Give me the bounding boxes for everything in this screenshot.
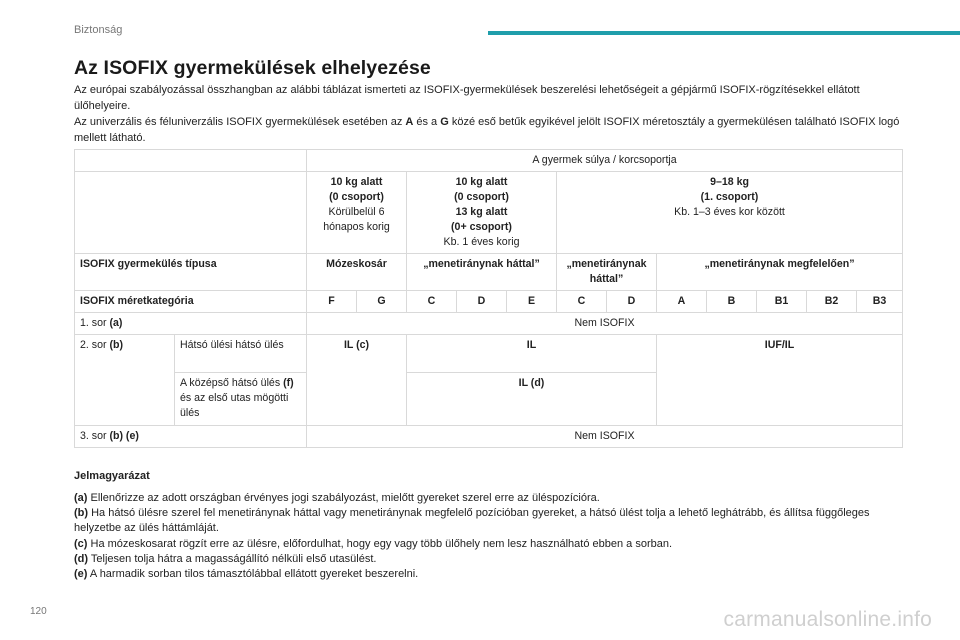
table-cell (75, 172, 307, 254)
size-class-cell: G (357, 291, 407, 313)
intro-text-part: Az univerzális és féluniverzális ISOFIX gyermekülések esetében az (74, 116, 406, 128)
row-code: (f) (283, 377, 294, 389)
row-3-label (75, 426, 307, 448)
row-2-forward-value: IUF/IL (657, 335, 903, 426)
group-text: (0 csoport) (454, 191, 509, 203)
legend-title: Jelmagyarázat (74, 470, 150, 482)
row-1-value: Nem ISOFIX (307, 313, 903, 335)
group-1-cell (557, 172, 903, 254)
group-text: 10 kg alatt (455, 176, 508, 188)
size-class-cell: B (707, 291, 757, 313)
row-2-label (75, 335, 175, 426)
group-text: Körülbelül 6 (328, 206, 385, 218)
legend-text: Ha hátsó ülésre szerel fel menetiránynak háttal vagy menetiránynak megfelelő pozícióban gyereket, a hátsó ülést tolja a lehető leghátrább, és állítsa függőleges helyzetbe az ülés háttámláját. (74, 507, 870, 535)
size-class-cell: E (507, 291, 557, 313)
size-row-label: ISOFIX méretkategória (75, 291, 307, 313)
type-carrycot: Mózeskosár (307, 254, 407, 291)
sub-text: és az első utas mögötti ülés (180, 392, 289, 419)
legend-item (74, 491, 904, 506)
page-number: 120 (30, 606, 47, 617)
row-3-value: Nem ISOFIX (307, 426, 903, 448)
table-row (75, 335, 903, 373)
section-label: Biztonság (74, 24, 123, 36)
table-row (75, 313, 903, 335)
row-code: (b) (109, 339, 123, 351)
intro-text-part: és a (413, 116, 441, 128)
type-rear-facing-2: „menetiránynak háttal” (557, 254, 657, 291)
legend-text: Ha mózeskosarat rögzít erre az ülésre, előfordulhat, hogy egy vagy több ülőhely nem lesz használható ebben a sorban. (87, 537, 673, 550)
legend-text: Ellenőrizze az adott országban érvényes jogi szabályozást, mielőtt gyereket szerel erre az üléspozícióra. (87, 492, 600, 504)
table-row (75, 291, 903, 313)
group-text: (0+ csoport) (451, 221, 512, 233)
group-0plus-cell (407, 172, 557, 254)
table-cell (75, 150, 307, 172)
row-2-sub-2 (175, 373, 307, 426)
legend-item (74, 567, 904, 582)
row-label-text: 2. sor (80, 339, 110, 351)
legend-item (74, 537, 904, 552)
group-text: 9–18 kg (710, 176, 749, 188)
group-text: (0 csoport) (329, 191, 384, 203)
size-class-cell: F (307, 291, 357, 313)
size-class-cell: B2 (807, 291, 857, 313)
size-class-cell: D (607, 291, 657, 313)
table-row (75, 426, 903, 448)
row-2-carrycot-value: IL (c) (307, 335, 407, 426)
row-label-text: 3. sor (80, 430, 110, 442)
group-text: (1. csoport) (700, 191, 759, 203)
row-code: (b) (e) (109, 430, 139, 442)
legend (74, 491, 904, 582)
row-2-sub-1: Hátsó ülési hátsó ülés (175, 335, 307, 373)
size-class-cell: A (657, 291, 707, 313)
intro-paragraph-2 (74, 114, 904, 146)
header-accent-bar (488, 31, 960, 35)
intro-paragraph-1: Az európai szabályozással összhangban az alábbi táblázat ismerteti az ISOFIX-gyermekülések beszerelési lehetőségeit a gépjármű ISOFIX-rögzítésekkel ellátott ülőhelyeire. (74, 84, 860, 112)
legend-key: (e) (74, 568, 88, 581)
sub-text: A középső hátsó ülés (180, 377, 284, 389)
group-0-cell (307, 172, 407, 254)
table-row (75, 150, 903, 172)
page-title: Az ISOFIX gyermekülések elhelyezése (74, 57, 431, 79)
size-class-cell: B3 (857, 291, 903, 313)
group-text: 13 kg alatt (455, 206, 508, 218)
type-rear-facing: „menetiránynak háttal” (407, 254, 557, 291)
table-row (75, 172, 903, 254)
size-class-cell: D (457, 291, 507, 313)
weight-header: A gyermek súlya / korcsoportja (307, 150, 903, 172)
row-label-text: 1. sor (80, 317, 110, 329)
size-class-cell: C (407, 291, 457, 313)
type-row-label: ISOFIX gyermekülés típusa (75, 254, 307, 291)
group-text: hónapos korig (323, 221, 390, 233)
watermark: carmanualsonline.info (723, 608, 932, 631)
row-2-rear-value-middle: IL (d) (407, 373, 657, 426)
legend-item (74, 552, 904, 567)
legend-text: Teljesen tolja hátra a magasságállító nélküli első utasülést. (88, 552, 377, 565)
size-class-a: A (405, 116, 414, 128)
row-code: (a) (109, 317, 123, 329)
isofix-table (74, 149, 903, 448)
legend-key: (b) (74, 507, 89, 520)
group-text: Kb. 1–3 éves kor között (674, 206, 785, 218)
type-forward-facing: „menetiránynak megfelelően” (657, 254, 903, 291)
group-text: Kb. 1 éves korig (443, 236, 520, 248)
size-class-cell: C (557, 291, 607, 313)
size-class-cell: B1 (757, 291, 807, 313)
legend-key: (a) (74, 492, 88, 504)
legend-key: (d) (74, 552, 89, 565)
legend-item (74, 506, 904, 536)
legend-key: (c) (74, 537, 88, 550)
size-class-g: G (440, 116, 449, 128)
row-1-label (75, 313, 307, 335)
legend-text: A harmadik sorban tilos támasztólábbal ellátott gyereket beszerelni. (87, 568, 419, 581)
row-2-rear-value: IL (407, 335, 657, 373)
intro-text-part: közé eső betűk egyikével jelölt ISOFIX méretosztály a gyermekülésen található ISOFIX logó mellett látható. (74, 116, 900, 144)
intro-text (74, 82, 904, 146)
table-row (75, 254, 903, 291)
group-text: 10 kg alatt (330, 176, 383, 188)
